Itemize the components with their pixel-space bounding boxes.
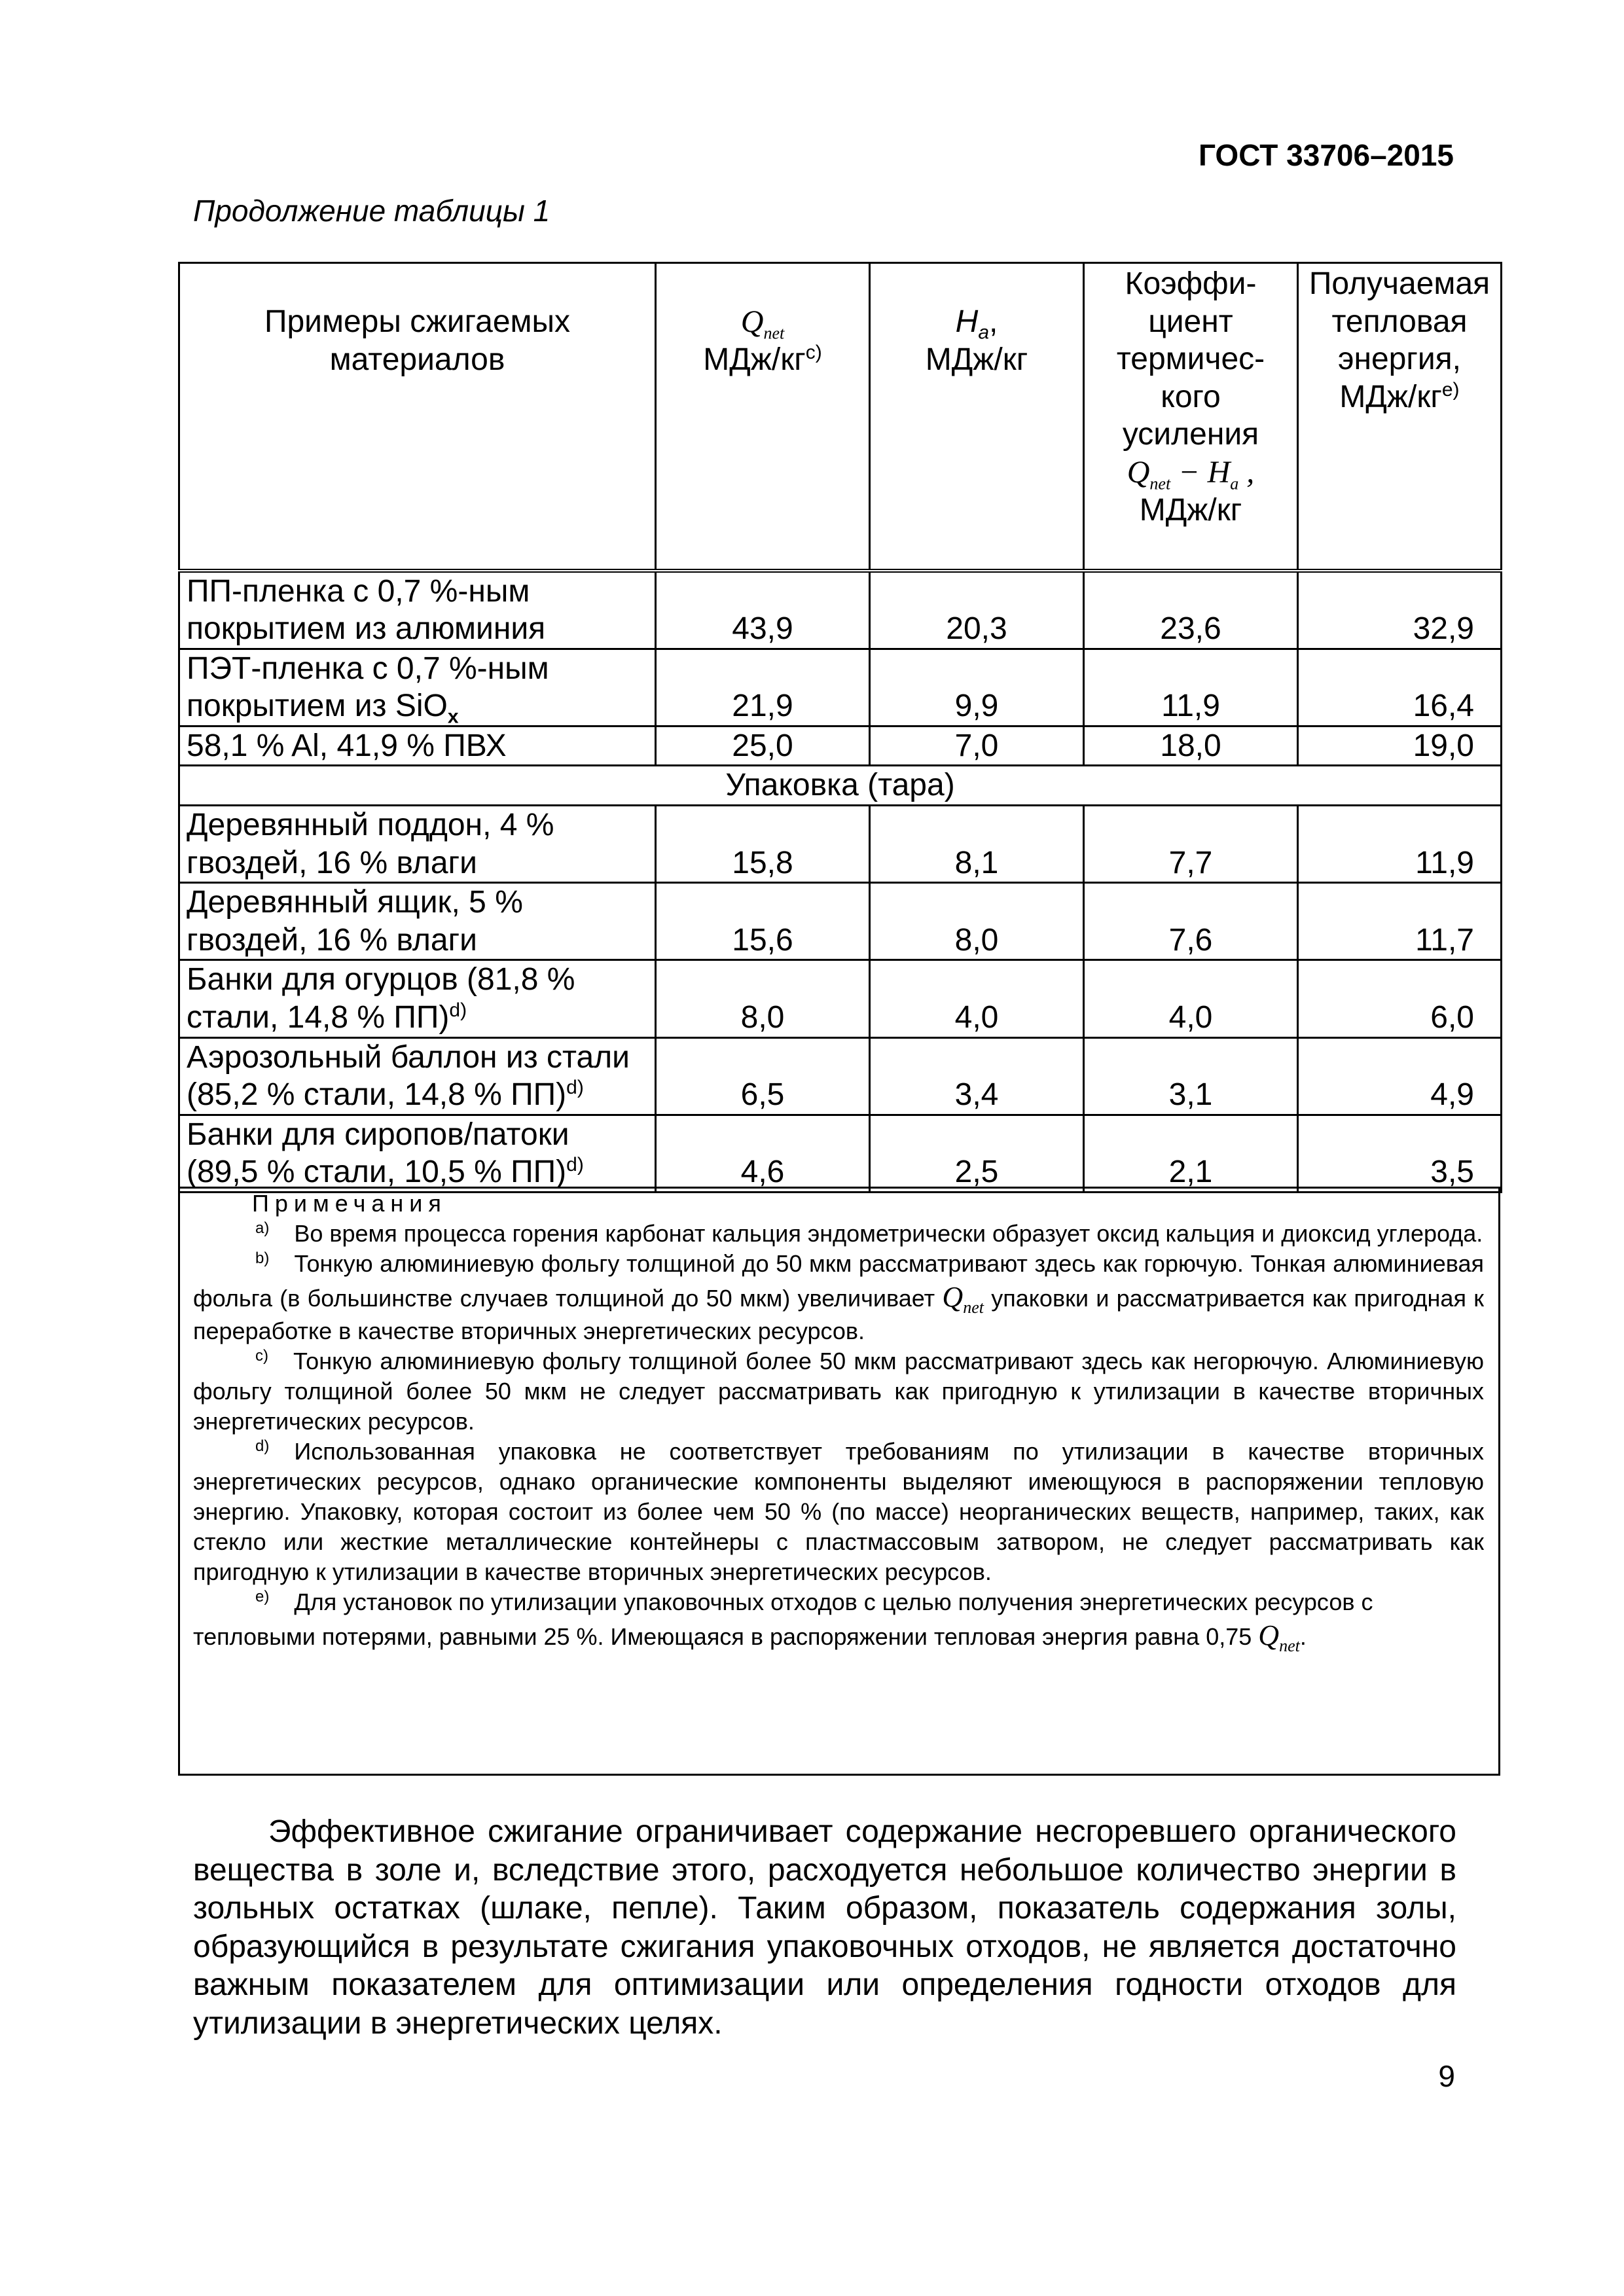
table-row [179,726,1502,766]
materials-energy-table [178,262,1502,1193]
coef-value: 7,7 [1084,806,1298,883]
header-energy-note: e) [1441,378,1460,401]
energy-value: 6,0 [1298,960,1502,1037]
note-d: $^{d)}$ Использованная упаковка не соответствует требованиям по утилизации в качестве вторичных энергетических ресурсов, однако органические компоненты выделяют имеющуюся в распоряжении тепловую энергию. Упаковку, которая состоит из более чем 50 % (по массе) неорганических веществ, например, таких, как стекло или жесткие металлические контейнеры с пластмассовым затвором, не следует рассматривать как пригодную к утилизации в качестве вторичных энергетических ресурсов. [193,1437,1484,1586]
energy-value: 4,9 [1298,1037,1502,1115]
header-energy [1298,263,1502,571]
header-coefficient [1084,263,1298,571]
ha-value: 4,0 [870,960,1084,1037]
note-a: $^{a)}$ Во время процесса горения карбонат кальция эндометрически образует оксид кальция и диоксид углерода. [255,1219,1483,1247]
material-name: Банки для огурцов (81,8 % стали, 14,8 % ПП)$^{d)}$ [179,960,656,1037]
qnet-value: 21,9 [656,649,870,726]
qnet-formula: $Q_{net}$ [942,1281,984,1318]
table-caption: Продолжение таблицы 1 [193,194,550,228]
qnet-value: 6,5 [656,1037,870,1115]
coef-value: 2,1 [1084,1115,1298,1192]
coef-value: 18,0 [1084,726,1298,766]
table-row [179,571,1502,649]
header-qnet [656,263,870,571]
qnet-value: 25,0 [656,726,870,766]
coef-value: 4,0 [1084,960,1298,1037]
qnet-value: 43,9 [656,571,870,649]
qnet-value: 4,6 [656,1115,870,1192]
header-coefficient-unit: МДж/кг [1139,492,1242,528]
header-ha-unit: МДж/кг [925,342,1028,377]
ha-value: 7,0 [870,726,1084,766]
notes-box [178,1187,1500,1776]
qnet-value: 8,0 [656,960,870,1037]
header-coefficient-label: Коэффи-циент термичес-кого усиления [1116,266,1265,452]
standard-code: ГОСТ 33706–2015 [1198,138,1454,172]
material-name: Деревянный поддон, 4 % гвоздей, 16 % влаги [179,806,656,883]
ha-symbol: $H_a$ [955,304,989,344]
coef-value: 11,9 [1084,649,1298,726]
ha-value: 2,5 [870,1115,1084,1192]
header-energy-label: Получаемая тепловая энергия, МДж/кг [1308,266,1490,414]
header-materials [179,263,656,571]
table-row [179,806,1502,883]
ha-value: 9,9 [870,649,1084,726]
material-name: Банки для сиропов/патоки (89,5 % стали, 10,5 % ПП)$^{d)}$ [179,1115,656,1192]
table-row [179,1037,1502,1115]
coef-value: 3,1 [1084,1037,1298,1115]
energy-value: 32,9 [1298,571,1502,649]
table-row [179,1115,1502,1192]
notes-title: Примечания [252,1190,447,1217]
qnet-value: 15,8 [656,806,870,883]
header-ha: $H_a$, МДж/кг [870,263,1084,571]
section-row [179,766,1502,806]
coef-value: 23,6 [1084,571,1298,649]
material-name: ПЭТ-пленка с 0,7 %-ным покрытием из SiO$_x$ [179,649,656,726]
ha-value: 3,4 [870,1037,1084,1115]
qnet-formula: $Q_{net}$ [1258,1619,1300,1656]
coefficient-formula: $Q_{net} - H_a$ , [1127,454,1255,493]
ha-value: 20,3 [870,571,1084,649]
header-materials-label: Примеры сжигаемых материалов [264,304,571,377]
material-name: ПП-пленка с 0,7 %-ным покрытием из алюминия [179,571,656,649]
energy-value: 3,5 [1298,1115,1502,1192]
energy-value: 16,4 [1298,649,1502,726]
page-number: 9 [1438,2059,1455,2093]
material-name: Аэрозольный баллон из стали (85,2 % стали, 14,8 % ПП)$^{d)}$ [179,1037,656,1115]
body-paragraph: Эффективное сжигание ограничивает содержание несгоревшего органического вещества в золе и, вследствие этого, расходуется небольшое количество энергии в зольных остатках (шлаке, пепле). Таким образом, показатель содержания золы, образующийся в результате сжигания упаковочных отходов, не является достаточно важным показателем для оптимизации или определения годности отходов для утилизации в энергетических целях. [193,1814,1456,2041]
ha-value: 8,0 [870,883,1084,960]
energy-value: 19,0 [1298,726,1502,766]
header-qnet-note: c) [805,341,822,363]
note-b: $^{b)}$ Тонкую алюминиевую фольгу толщиной до 50 мкм рассматривают здесь как горючую. Тонкая алюминиевая фольга (в большинстве случаев толщиной до 50 мкм) увеличивает $Q_{net}$ упаковки и рассматривается как пригодная к переработке в качестве вторичных энергетических ресурсов. [193,1249,1484,1344]
note-e: $^{e)}$ Для установок по утилизации упаковочных отходов с целью получения энергетических ресурсов с тепловыми потерями, равными 25 %. Имеющаяся в распоряжении тепловая энергия равна 0,75 $Q_{net}$. [193,1588,1373,1656]
table-row [179,960,1502,1037]
energy-value: 11,9 [1298,806,1502,883]
section-label: Упаковка (тара) [179,766,1502,806]
table-row [179,883,1502,960]
qnet-value: 15,6 [656,883,870,960]
qnet-formula: $Q_{net}$ [740,304,785,343]
material-name: Деревянный ящик, 5 % гвоздей, 16 % влаги [179,883,656,960]
coef-value: 7,6 [1084,883,1298,960]
ha-value: 8,1 [870,806,1084,883]
header-qnet-unit: МДж/кг [703,342,806,377]
note-c: $^{c)}$ Тонкую алюминиевую фольгу толщиной более 50 мкм рассматривают здесь как негорючую. Алюминиевую фольгу толщиной более 50 мкм не следует рассматривать как пригодную к утилизации в качестве вторичных энергетических ресурсов. [193,1346,1484,1435]
table-row [179,649,1502,726]
energy-value: 11,7 [1298,883,1502,960]
material-name: 58,1 % Al, 41,9 % ПВХ [179,726,656,766]
